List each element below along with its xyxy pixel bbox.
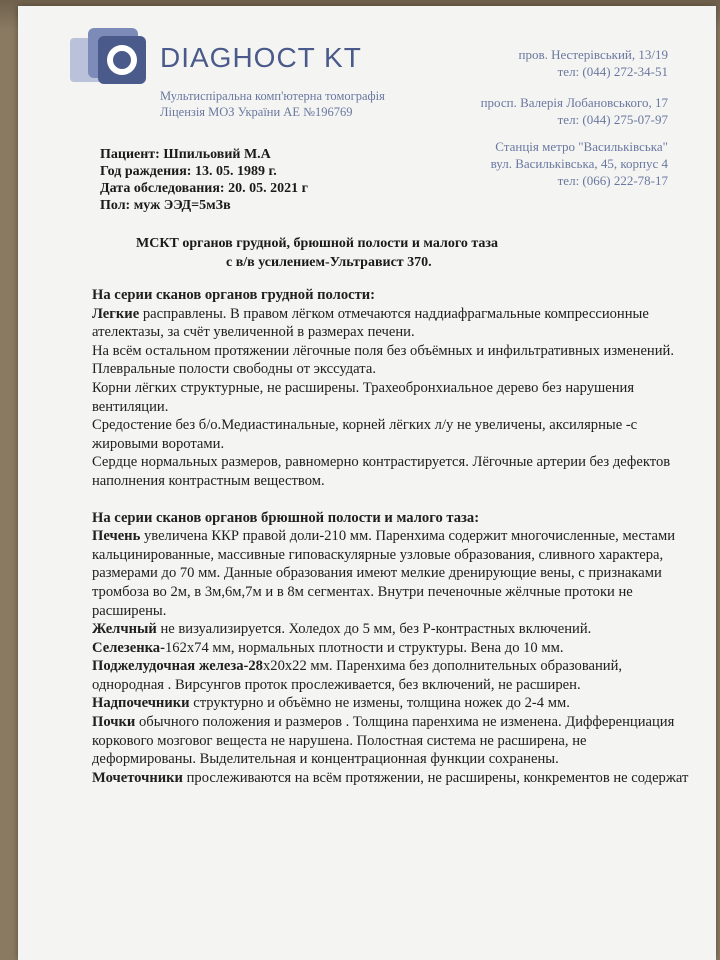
finding-text: не визуализируется. Холедох до 5 мм, без Р-контрастных включений. [156,621,592,638]
patient-info [100,146,308,214]
finding-text: х20х22 мм. Паренхима без дополнительных образований, однородная . Вирсунгов проток прослеживается, без включений, не расширен. [92,658,623,693]
report-body [92,286,692,787]
organ-term: Поджелудочная железа-28 [92,658,263,675]
chest-paragraph: Плевральные полости свободны от экссудата. [92,361,376,378]
clinic-subtitle-line: Мультиспіральна комп'ютерна томографія [160,89,385,103]
clinic-license-line: Ліцензія МОЗ України АЕ №196769 [160,105,353,119]
organ-term: Легкие [92,305,140,322]
abdomen-paragraph [92,657,692,694]
exam-date: Дата обследования: 20. 05. 2021 г [100,181,308,196]
chest-paragraph: Сердце нормальных размеров, равномерно контрастируется. Лёгочные артерии без дефектов наполнения контрастным веществом. [92,454,671,489]
abdomen-paragraph [92,639,692,658]
organ-term: Почки [92,714,136,731]
organ-term: Желчный [92,621,157,638]
finding-text: прослеживаются на всём протяжении, не расширены, конкрементов не содержат [182,769,689,786]
phone-line: тел: (066) 222-78-17 [557,173,668,188]
abdomen-section-header: На серии сканов органов брюшной полости и малого таза: [92,509,480,526]
finding-text: структурно и объёмно не измены, толщина ножек до 2-4 мм. [189,695,570,712]
phone-line: тел: (044) 272-34-51 [557,64,668,79]
exam-title-line1: МСКТ органов грудной, брюшной полости и малого таза [136,236,499,251]
document-page [18,6,716,960]
chest-paragraph: Средостение без б/о.Медиастинальные, корней лёгких л/у не увеличены, аксилярные -с жировыми воротами. [92,417,638,452]
clinic-logo-icon [68,24,154,90]
address-line: вул. Васильківська, 45, корпус 4 [490,156,668,171]
address-line: Станція метро "Васильківська" [495,139,668,154]
clinic-name: DIAGHOCT KT [160,42,362,73]
section-gap [92,491,692,509]
address-block-3 [491,138,668,189]
abdomen-paragraph [92,527,692,620]
exam-title-line2: с в/в усилением-Ультравист 370. [226,255,432,270]
finding-text: увеличена ККР правой доли-210 мм. Паренхима содержит многочисленные, местами кальцинированные, массивные гиповаскулярные узловые образования, сливного характера, размерами до 70 мм. Данные образования имеют мелкие дренирующие вены, с признаками тромбоза во 2м, в 3м,6м,7м и в 8м сегментах. Внутри печеночные жёлчные протоки не расширены. [92,528,676,619]
patient-birth-date: Год раждения: 13. 05. 1989 г. [100,164,277,179]
organ-term: Мочеточники [92,769,183,786]
finding-text: расправлены. В правом лёгком отмечаются наддиафрагмальные компрессионные ателектазы, за счёт увеличенной в размерах печени. [92,305,649,341]
abdomen-paragraph [92,694,692,713]
chest-section-header: На серии сканов органов грудной полости: [92,287,376,303]
exam-title [136,234,566,272]
patient-sex-dose: Пол: муж ЭЭД=5мЗв [100,198,231,213]
organ-term: Печень [92,528,141,545]
abdomen-paragraph [92,713,692,769]
organ-term: Селезенка- [92,639,165,656]
organ-term: Надпочечники [92,695,190,712]
clinic-subtitle [160,88,385,120]
patient-name: Пациент: Шпильовий М.А [100,147,271,162]
address-block-1 [518,46,668,80]
address-line: пров. Нестерівський, 13/19 [518,47,668,62]
finding-text: 162х74 мм, нормальных плотности и структуры. Вена до 10 мм. [164,639,564,656]
chest-paragraph: На всём остальном протяжении лёгочные поля без объёмных и инфильтративных изменений. [92,342,674,359]
finding-text: обычного положения и размеров . Толщина паренхима не изменена. Дифференциация коркового мозговог вещеста не нарушена. Полостная система не расширена, не деформированы. Выделительная и концентрационная функции сохранены. [92,714,675,768]
address-line: просп. Валерія Лобановського, 17 [480,95,668,110]
abdomen-paragraph [92,769,692,788]
phone-line: тел: (044) 275-07-97 [557,112,668,127]
chest-paragraph [92,305,692,342]
abdomen-paragraph [92,620,692,639]
address-block-2 [481,94,668,128]
chest-paragraph: Корни лёгких структурные, не расширены. Трахеобронхиальное дерево без нарушения вентиляции. [92,379,635,415]
